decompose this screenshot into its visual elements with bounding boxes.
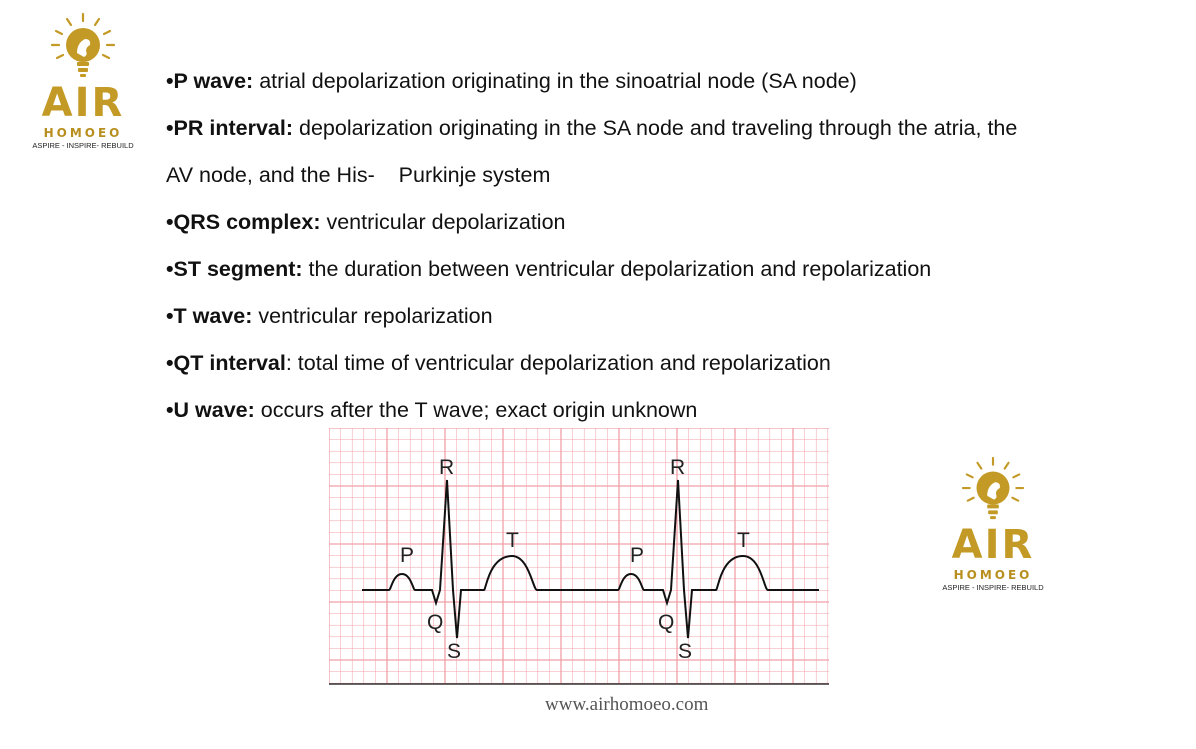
definition-p-wave bbox=[166, 58, 1176, 105]
definition-text: depolarization originating in the SA node and traveling through the atria, the bbox=[293, 116, 1018, 140]
definition-term: •ST segment: bbox=[166, 257, 303, 281]
definition-text: ventricular depolarization bbox=[320, 210, 566, 234]
definition-pr-interval bbox=[166, 105, 1176, 152]
lightbulb-icon bbox=[958, 456, 1028, 522]
ecg-waveform-diagram bbox=[329, 428, 829, 686]
brand-subtitle: HOMOEO bbox=[43, 126, 123, 140]
ecg-label-p-2: P bbox=[630, 544, 645, 567]
brand-subtitle: HOMOEO bbox=[953, 568, 1033, 582]
website-url[interactable]: www.airhomoeo.com bbox=[545, 694, 709, 715]
brand-logo-right bbox=[935, 456, 1051, 592]
ecg-label-p-1: P bbox=[400, 544, 415, 567]
brand-name: AIR bbox=[41, 80, 125, 126]
ecg-label-r-1: R bbox=[439, 456, 455, 479]
ecg-label-q-2: Q bbox=[658, 611, 675, 634]
brand-name: AIR bbox=[951, 522, 1035, 568]
definition-u-wave bbox=[166, 387, 1176, 434]
definition-qrs-complex bbox=[166, 199, 1176, 246]
definition-pr-interval-continued bbox=[166, 152, 1176, 199]
definition-text: AV node, and the His- Purkinje system bbox=[166, 163, 551, 187]
definition-text: occurs after the T wave; exact origin unknown bbox=[254, 398, 698, 422]
definition-text: atrial depolarization originating in the sinoatrial node (SA node) bbox=[253, 69, 857, 93]
definition-text: : total time of ventricular depolarization and repolarization bbox=[285, 351, 831, 375]
definition-term: •QT interval bbox=[166, 351, 286, 375]
ecg-label-t-2: T bbox=[737, 529, 750, 552]
lightbulb-icon bbox=[48, 12, 118, 80]
ecg-label-s-2: S bbox=[678, 640, 693, 663]
ecg-label-s-1: S bbox=[447, 640, 462, 663]
definition-text: the duration between ventricular depolarization and repolarization bbox=[302, 257, 932, 281]
definition-text: ventricular repolarization bbox=[252, 304, 493, 328]
ecg-label-r-2: R bbox=[670, 456, 686, 479]
definition-term: •P wave: bbox=[166, 69, 254, 93]
definition-qt-interval bbox=[166, 340, 1176, 387]
ecg-definitions-list bbox=[166, 58, 1176, 434]
brand-tagline: ASPIRE - INSPIRE- REBUILD bbox=[942, 583, 1044, 592]
ecg-label-q-1: Q bbox=[427, 611, 444, 634]
ecg-label-t-1: T bbox=[506, 529, 519, 552]
definition-term: •QRS complex: bbox=[166, 210, 321, 234]
definition-t-wave bbox=[166, 293, 1176, 340]
definition-term: •T wave: bbox=[166, 304, 253, 328]
brand-tagline: ASPIRE - INSPIRE- REBUILD bbox=[32, 141, 134, 150]
definition-st-segment bbox=[166, 246, 1176, 293]
brand-logo-top bbox=[22, 12, 144, 150]
definition-term: •PR interval: bbox=[166, 116, 294, 140]
definition-term: •U wave: bbox=[166, 398, 255, 422]
